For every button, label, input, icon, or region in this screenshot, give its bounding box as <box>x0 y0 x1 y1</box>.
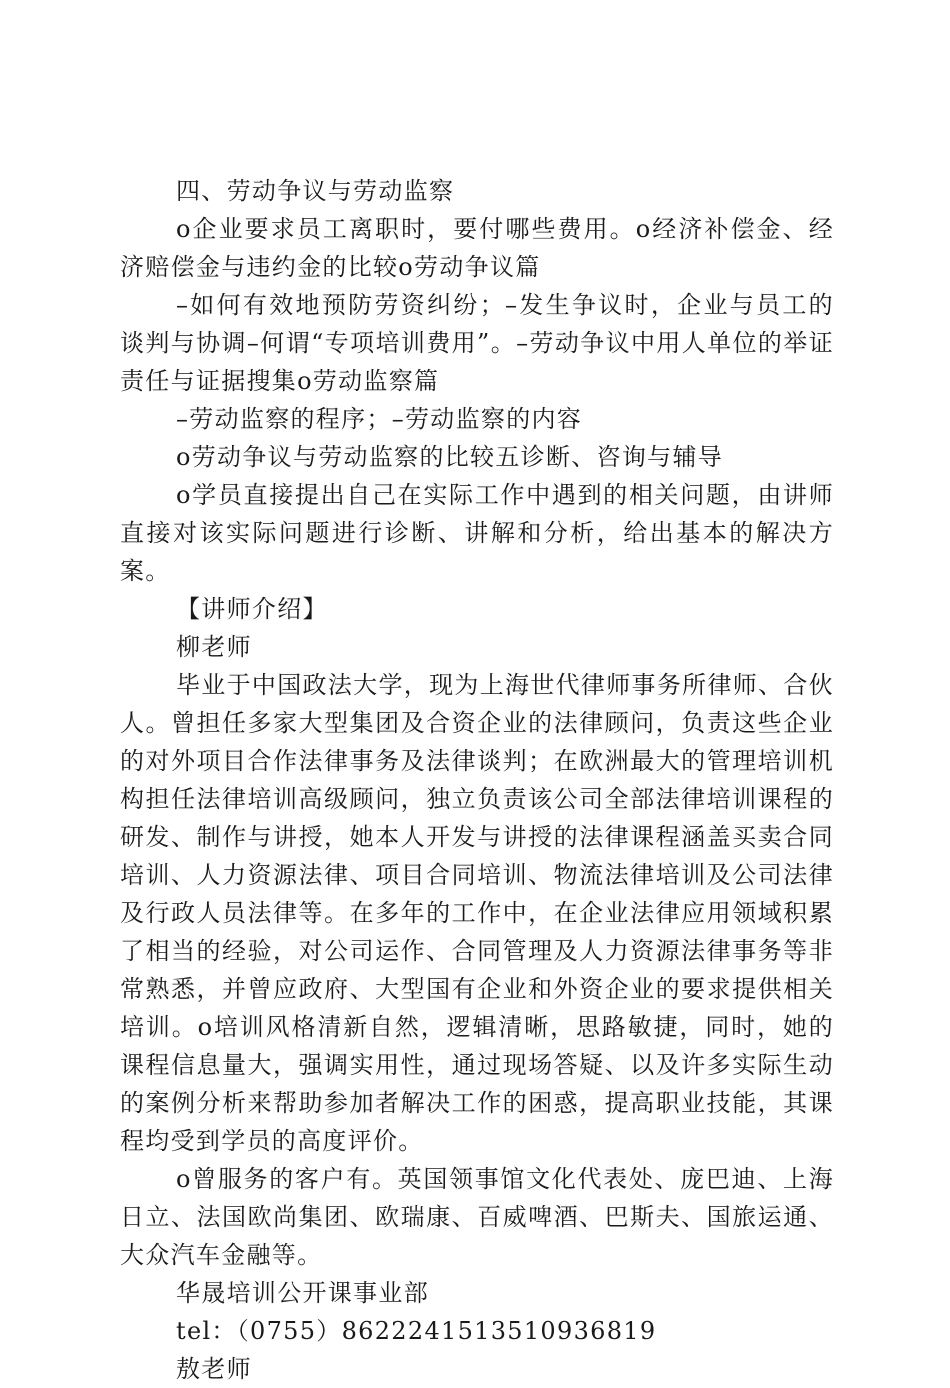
department-name: 华晟培训公开课事业部 <box>176 1279 429 1307</box>
contact-person: 敖老师 <box>176 1355 252 1383</box>
subsection-heading: 【讲师介绍】 <box>176 595 328 623</box>
section-heading: 四、劳动争议与劳动监察 <box>176 177 455 205</box>
instructor-name: 柳老师 <box>176 633 252 661</box>
paragraph: –劳动监察的程序；–劳动监察的内容 <box>176 405 583 433</box>
contact-phone: tel：（0755）8622241513510936819 <box>176 1317 657 1345</box>
instructor-bio: 毕业于中国政法大学，现为上海世代律师事务所律师、合伙人。曾担任多家大型集团及合资企业的法律顾问，负责这些企业的对外项目合作法律事务及法律谈判；在欧洲最大的管理培训机构担任法律培训高级顾问，独立负责该公司全部法律培训课程的研发、制作与讲授，她本人开发与讲授的法律课程涵盖买卖合同培训、人力资源法律、项目合同培训、物流法律培训及公司法律及行政人员法律等。在多年的工作中，在企业法律应用领域积累了相当的经验，对公司运作、合同管理及人力资源法律事务等非常熟悉，并曾应政府、大型国有企业和外资企业的要求提供相关培训。o培训风格清新自然，逻辑清晰，思路敏捷，同时，她的课程信息量大，强调实用性，通过现场答疑、以及许多实际生动的案例分析来帮助参加者解决工作的困惑，提高职业技能，其课程均受到学员的高度评价。 <box>120 671 834 1155</box>
document-body <box>120 172 834 1388</box>
client-list: o曾服务的客户有。英国领事馆文化代表处、庞巴迪、上海日立、法国欧尚集团、欧瑞康、百威啤酒、巴斯夫、国旅运通、大众汽车金融等。 <box>120 1165 834 1269</box>
paragraph: o企业要求员工离职时，要付哪些费用。o经济补偿金、经济赔偿金与违约金的比较o劳动争议篇 <box>120 215 834 281</box>
paragraph: –如何有效地预防劳资纠纷；–发生争议时，企业与员工的谈判与协调–何谓“专项培训费用”。–劳动争议中用人单位的举证责任与证据搜集o劳动监察篇 <box>120 291 834 395</box>
paragraph: o劳动争议与劳动监察的比较五诊断、咨询与辅导 <box>176 443 724 471</box>
paragraph: o学员直接提出自己在实际工作中遇到的相关问题，由讲师直接对该实际问题进行诊断、讲解和分析，给出基本的解决方案。 <box>120 481 834 585</box>
